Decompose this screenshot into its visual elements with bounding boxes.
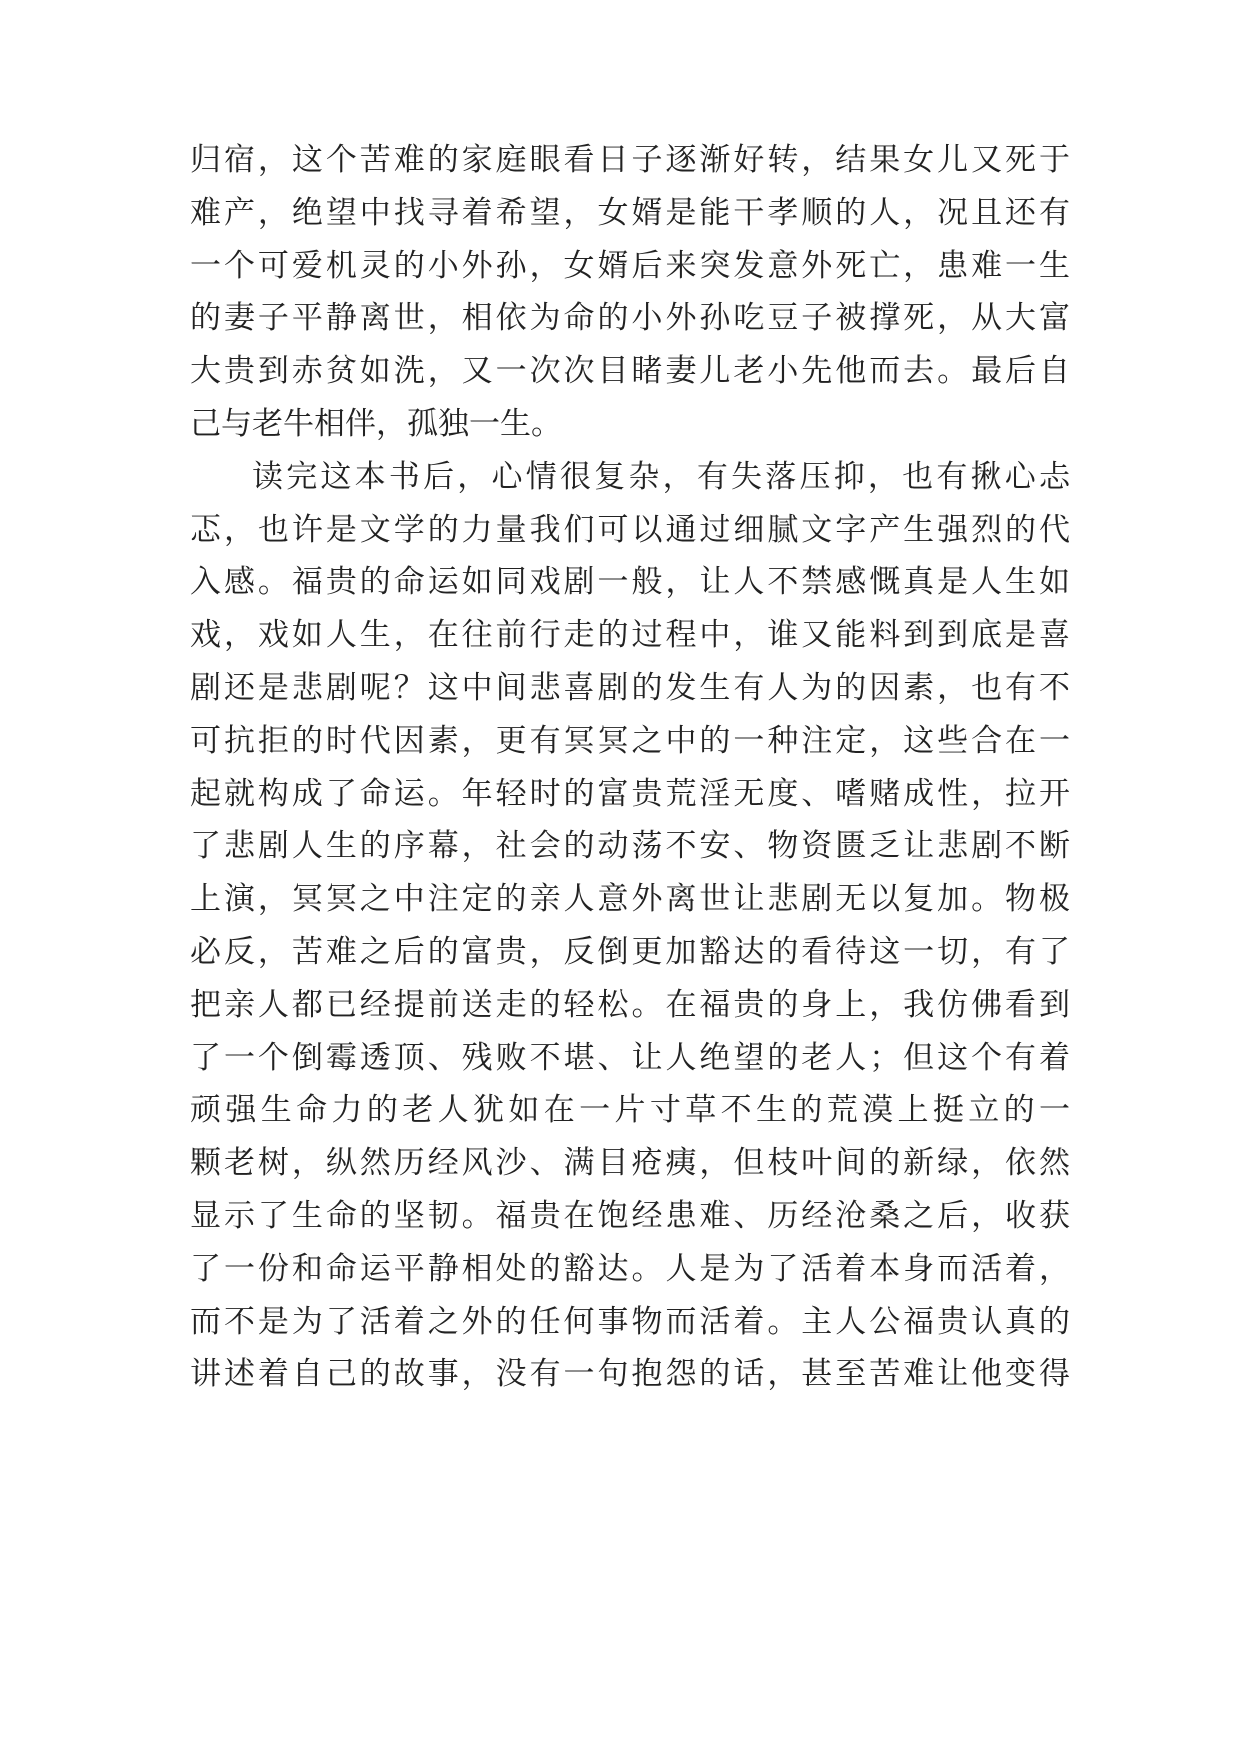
text-line: 起就构成了命运。年轻时的富贵荒淫无度、嗜赌成性，拉开 bbox=[190, 775, 1070, 812]
text-line: 入感。福贵的命运如同戏剧一般，让人不禁感慨真是人生如 bbox=[190, 564, 1070, 601]
text-line: 可抗拒的时代因素，更有冥冥之中的一种注定，这些合在一 bbox=[190, 722, 1070, 759]
text-line: 了一个倒霉透顶、残败不堪、让人绝望的老人；但这个有着 bbox=[190, 1039, 1070, 1076]
text-line: 一个可爱机灵的小外孙，女婿后来突发意外死亡，患难一生 bbox=[190, 247, 1070, 284]
text-line: 归宿，这个苦难的家庭眼看日子逐渐好转，结果女儿又死于 bbox=[190, 142, 1070, 178]
paragraph-2 bbox=[190, 451, 1070, 1401]
text-line: 读完这本书后，心情很复杂，有失落压抑，也有揪心忐 bbox=[252, 458, 1070, 495]
text-line: 戏，戏如人生，在往前行走的过程中，谁又能料到到底是喜 bbox=[190, 617, 1070, 654]
text-line: 必反，苦难之后的富贵，反倒更加豁达的看待这一切，有了 bbox=[190, 933, 1070, 970]
text-line: 剧还是悲剧呢？这中间悲喜剧的发生有人为的因素，也有不 bbox=[190, 669, 1070, 706]
text-line: 上演，冥冥之中注定的亲人意外离世让悲剧无以复加。物极 bbox=[190, 881, 1070, 918]
text-line: 的妻子平静离世，相依为命的小外孙吃豆子被撑死，从大富 bbox=[190, 300, 1070, 337]
body-text bbox=[190, 134, 1070, 1401]
text-line: 难产，绝望中找寻着希望，女婿是能干孝顺的人，况且还有 bbox=[190, 194, 1070, 231]
text-line: 了悲剧人生的序幕，社会的动荡不安、物资匮乏让悲剧不断 bbox=[190, 828, 1070, 865]
text-line: 大贵到赤贫如洗，又一次次目睹妻儿老小先他而去。最后自 bbox=[190, 353, 1070, 390]
text-line: 显示了生命的坚韧。福贵在饱经患难、历经沧桑之后，收获 bbox=[190, 1197, 1070, 1234]
text-line: 而不是为了活着之外的任何事物而活着。主人公福贵认真的 bbox=[190, 1303, 1070, 1340]
text-line: 己与老牛相伴，孤独一生。 bbox=[190, 405, 562, 442]
text-line: 讲述着自己的故事，没有一句抱怨的话，甚至苦难让他变得 bbox=[190, 1356, 1070, 1393]
text-line: 颗老树，纵然历经风沙、满目疮痍，但枝叶间的新绿，依然 bbox=[190, 1145, 1070, 1182]
text-line: 忑，也许是文学的力量我们可以通过细腻文字产生强烈的代 bbox=[190, 511, 1070, 548]
text-line: 顽强生命力的老人犹如在一片寸草不生的荒漠上挺立的一 bbox=[190, 1092, 1070, 1129]
text-line: 把亲人都已经提前送走的轻松。在福贵的身上，我仿佛看到 bbox=[190, 986, 1070, 1023]
paragraph-1 bbox=[190, 134, 1070, 451]
text-line: 了一份和命运平静相处的豁达。人是为了活着本身而活着， bbox=[190, 1250, 1070, 1287]
